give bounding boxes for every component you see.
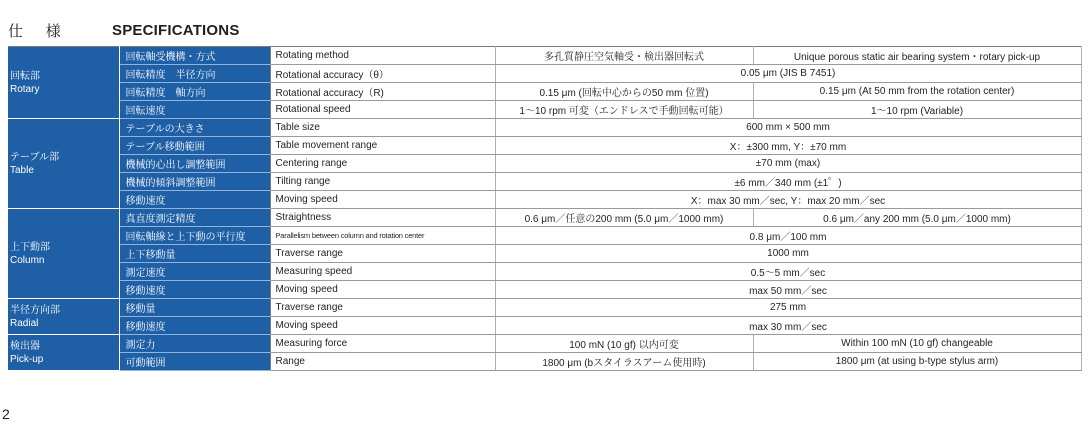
- table-row: [8, 47, 1081, 65]
- item-label-en: Range: [270, 353, 495, 371]
- section-category: 検出器 Pick-up: [8, 335, 119, 371]
- table-row: [8, 335, 1081, 353]
- spec-table: [8, 46, 1082, 371]
- item-label-jp: 移動速度: [119, 191, 270, 209]
- spec-value: 0.5～5 mm／sec: [495, 263, 1081, 281]
- table-row: [8, 137, 1081, 155]
- spec-table-body: [8, 47, 1081, 371]
- table-row: [8, 245, 1081, 263]
- item-label-jp: 移動速度: [119, 281, 270, 299]
- page-header: [8, 20, 240, 40]
- item-label-en: Table size: [270, 119, 495, 137]
- item-label-jp: 可動範囲: [119, 353, 270, 371]
- spec-value-en: 0.6 μm／any 200 mm (5.0 μm／1000 mm): [753, 209, 1081, 227]
- item-label-jp: 測定速度: [119, 263, 270, 281]
- item-label-en: Measuring force: [270, 335, 495, 353]
- item-label-jp: 真直度測定精度: [119, 209, 270, 227]
- page-number: 2: [2, 406, 10, 422]
- item-label-en: Rotational accuracy（R): [270, 83, 495, 101]
- spec-value: max 30 mm／sec: [495, 317, 1081, 335]
- item-label-jp: 回転精度 半径方向: [119, 65, 270, 83]
- spec-value: max 50 mm／sec: [495, 281, 1081, 299]
- item-label-en: Moving speed: [270, 281, 495, 299]
- item-label-jp: 測定力: [119, 335, 270, 353]
- item-label-jp: 機械的傾斜調整範囲: [119, 173, 270, 191]
- item-label-jp: 上下移動量: [119, 245, 270, 263]
- item-label-jp: 移動量: [119, 299, 270, 317]
- spec-value-jp: 1～10 rpm 可変（エンドレスで手動回転可能）: [495, 101, 753, 119]
- item-label-jp: 回転軸受機構・方式: [119, 47, 270, 65]
- item-label-jp: テーブルの大きさ: [119, 119, 270, 137]
- item-label-jp: 回転精度 軸方向: [119, 83, 270, 101]
- spec-value: ±6 mm／340 mm (±1゜): [495, 173, 1081, 191]
- item-label-en: Traverse range: [270, 245, 495, 263]
- item-label-en: Traverse range: [270, 299, 495, 317]
- spec-value: X：±300 mm, Y：±70 mm: [495, 137, 1081, 155]
- table-row: [8, 119, 1081, 137]
- spec-value: 0.05 μm (JIS B 7451): [495, 65, 1081, 83]
- table-row: [8, 353, 1081, 371]
- spec-value: 0.8 μm／100 mm: [495, 227, 1081, 245]
- table-row: [8, 155, 1081, 173]
- item-label-jp: 回転軸線と上下動の平行度: [119, 227, 270, 245]
- table-row: [8, 317, 1081, 335]
- item-label-en: Centering range: [270, 155, 495, 173]
- table-row: [8, 209, 1081, 227]
- item-label-en: Rotational accuracy（θ）: [270, 65, 495, 83]
- spec-value-en: Unique porous static air bearing system・rotary pick-up: [753, 47, 1081, 65]
- table-row: [8, 173, 1081, 191]
- item-label-jp: 回転速度: [119, 101, 270, 119]
- title-en: SPECIFICATIONS: [112, 21, 240, 39]
- table-row: [8, 101, 1081, 119]
- spec-value-en: 1～10 rpm (Variable): [753, 101, 1081, 119]
- spec-value-jp: 0.6 μm／任意の200 mm (5.0 μm／1000 mm): [495, 209, 753, 227]
- item-label-jp: 機械的心出し調整範囲: [119, 155, 270, 173]
- section-category: 半径方向部 Radial: [8, 299, 119, 335]
- table-row: [8, 227, 1081, 245]
- spec-value-en: 0.15 μm (At 50 mm from the rotation center): [753, 83, 1081, 101]
- table-row: [8, 281, 1081, 299]
- item-label-en: Moving speed: [270, 317, 495, 335]
- spec-value-en: 1800 μm (at using b-type stylus arm): [753, 353, 1081, 371]
- spec-value: 275 mm: [495, 299, 1081, 317]
- item-label-en: Parallelism between column and rotation center: [270, 227, 495, 245]
- spec-value: ±70 mm (max): [495, 155, 1081, 173]
- table-row: [8, 65, 1081, 83]
- spec-value: X：max 30 mm／sec, Y：max 20 mm／sec: [495, 191, 1081, 209]
- section-category: 上下動部 Column: [8, 209, 119, 299]
- item-label-en: Rotating method: [270, 47, 495, 65]
- item-label-en: Measuring speed: [270, 263, 495, 281]
- item-label-en: Moving speed: [270, 191, 495, 209]
- title-jp: 仕 様: [8, 21, 70, 40]
- spec-value-jp: 0.15 μm (回転中心からの50 mm 位置): [495, 83, 753, 101]
- spec-value: 1000 mm: [495, 245, 1081, 263]
- table-row: [8, 83, 1081, 101]
- item-label-jp: テーブル移動範囲: [119, 137, 270, 155]
- spec-value-jp: 100 mN (10 gf) 以内可変: [495, 335, 753, 353]
- table-row: [8, 299, 1081, 317]
- spec-value: 600 mm × 500 mm: [495, 119, 1081, 137]
- section-category: 回転部 Rotary: [8, 47, 119, 119]
- item-label-en: Rotational speed: [270, 101, 495, 119]
- section-category: テーブル部 Table: [8, 119, 119, 209]
- spec-value-jp: 多孔質静圧空気軸受・検出器回転式: [495, 47, 753, 65]
- item-label-en: Straightness: [270, 209, 495, 227]
- item-label-en: Tilting range: [270, 173, 495, 191]
- item-label-jp: 移動速度: [119, 317, 270, 335]
- item-label-en: Table movement range: [270, 137, 495, 155]
- table-row: [8, 263, 1081, 281]
- spec-value-jp: 1800 μm (bスタイラスアーム使用時): [495, 353, 753, 371]
- table-row: [8, 191, 1081, 209]
- spec-value-en: Within 100 mN (10 gf) changeable: [753, 335, 1081, 353]
